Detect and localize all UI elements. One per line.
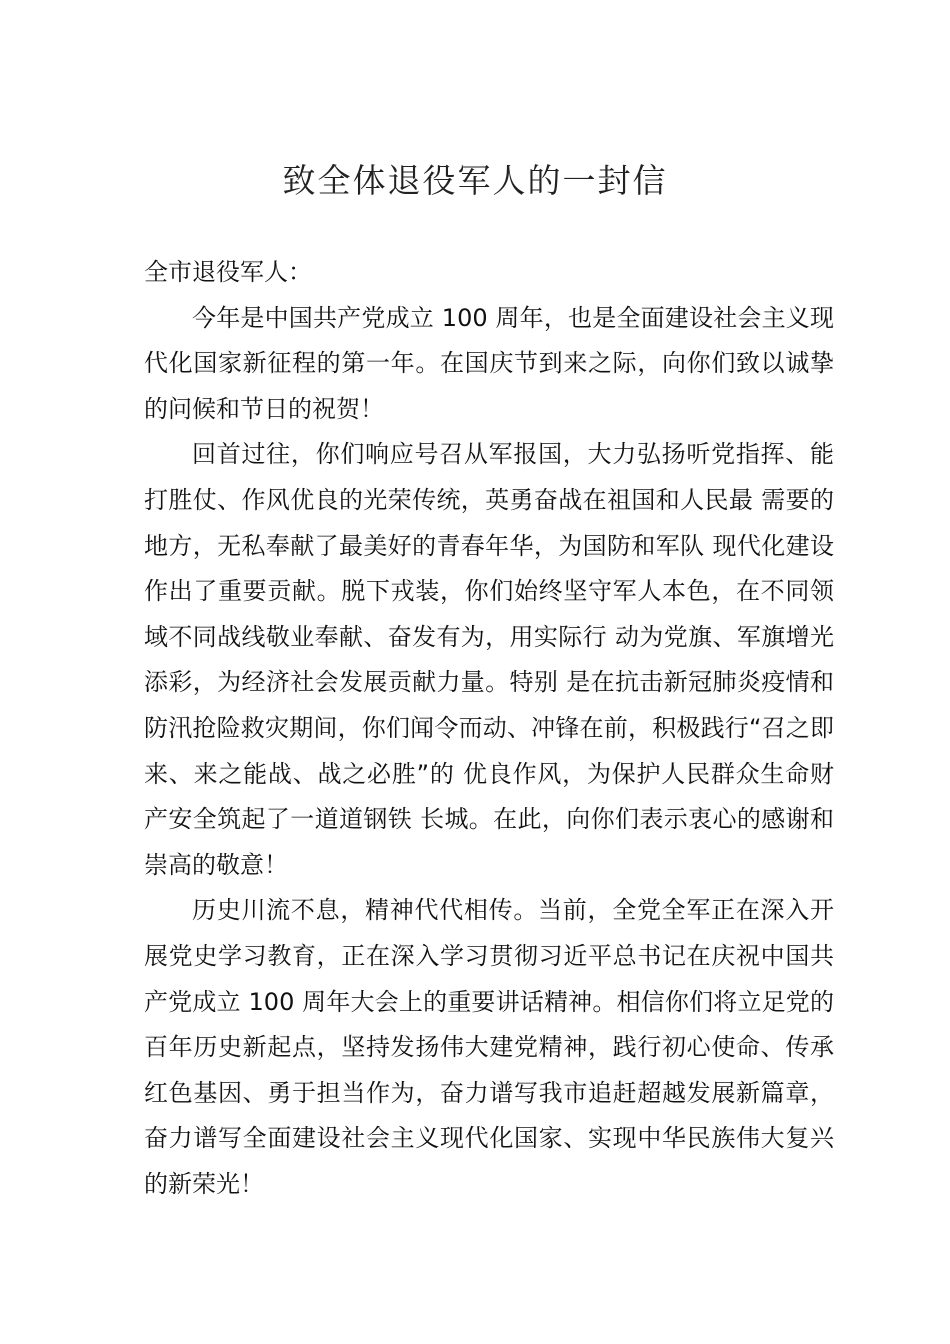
paragraph-2: 回首过往，你们响应号召从军报国，大力弘扬听党指挥、能打胜仗、作风优良的光荣传统，英勇奋战在祖国和人民最 需要的地方，无私奉献了最美好的青春年华，为国防和军队 现代化建设作出了重要贡献。脱下戎装，你们始终坚守军人本色，在不同领域不同战线敬业奉献、奋发有为，用实际行 动为党旗、军旗增光添彩，为经济社会发展贡献力量。特别 是在抗击新冠肺炎疫情和防汛抢险救灾期间，你们闻令而动、冲锋在前，积极践行“召之即来、来之能战、战之必胜”的 优良作风，为保护人民群众生命财产安全筑起了一道道钢铁 长城。在此，向你们表示衷心的感谢和崇高的敬意！ — [144, 440, 834, 879]
paragraph-3: 历史川流不息，精神代代相传。当前，全党全军正在深入开展党史学习教育，正在深入学习贯彻习近平总书记在庆祝中国共产党成立 100 周年大会上的重要讲话精神。相信你们将立足党的百年历史新起点，坚持发扬伟大建党精神，践行初心使命、传承红色基因、勇于担当作为，奋力谱写我市追赶超越发展新篇章，奋力谱写全面建设社会主义现代化国家、实现中华民族伟大复兴的新荣光！ — [144, 896, 834, 1198]
paragraph-1: 今年是中国共产党成立 100 周年，也是全面建设社会主义现代化国家新征程的第一年。在国庆节到来之际，向你们致以诚挚的问候和节日的祝贺！ — [144, 303, 834, 423]
salutation: 全市退役军人： — [144, 258, 312, 286]
letter-title: 致全体退役军人的一封信 — [282, 161, 668, 200]
letter-body — [144, 250, 834, 1207]
